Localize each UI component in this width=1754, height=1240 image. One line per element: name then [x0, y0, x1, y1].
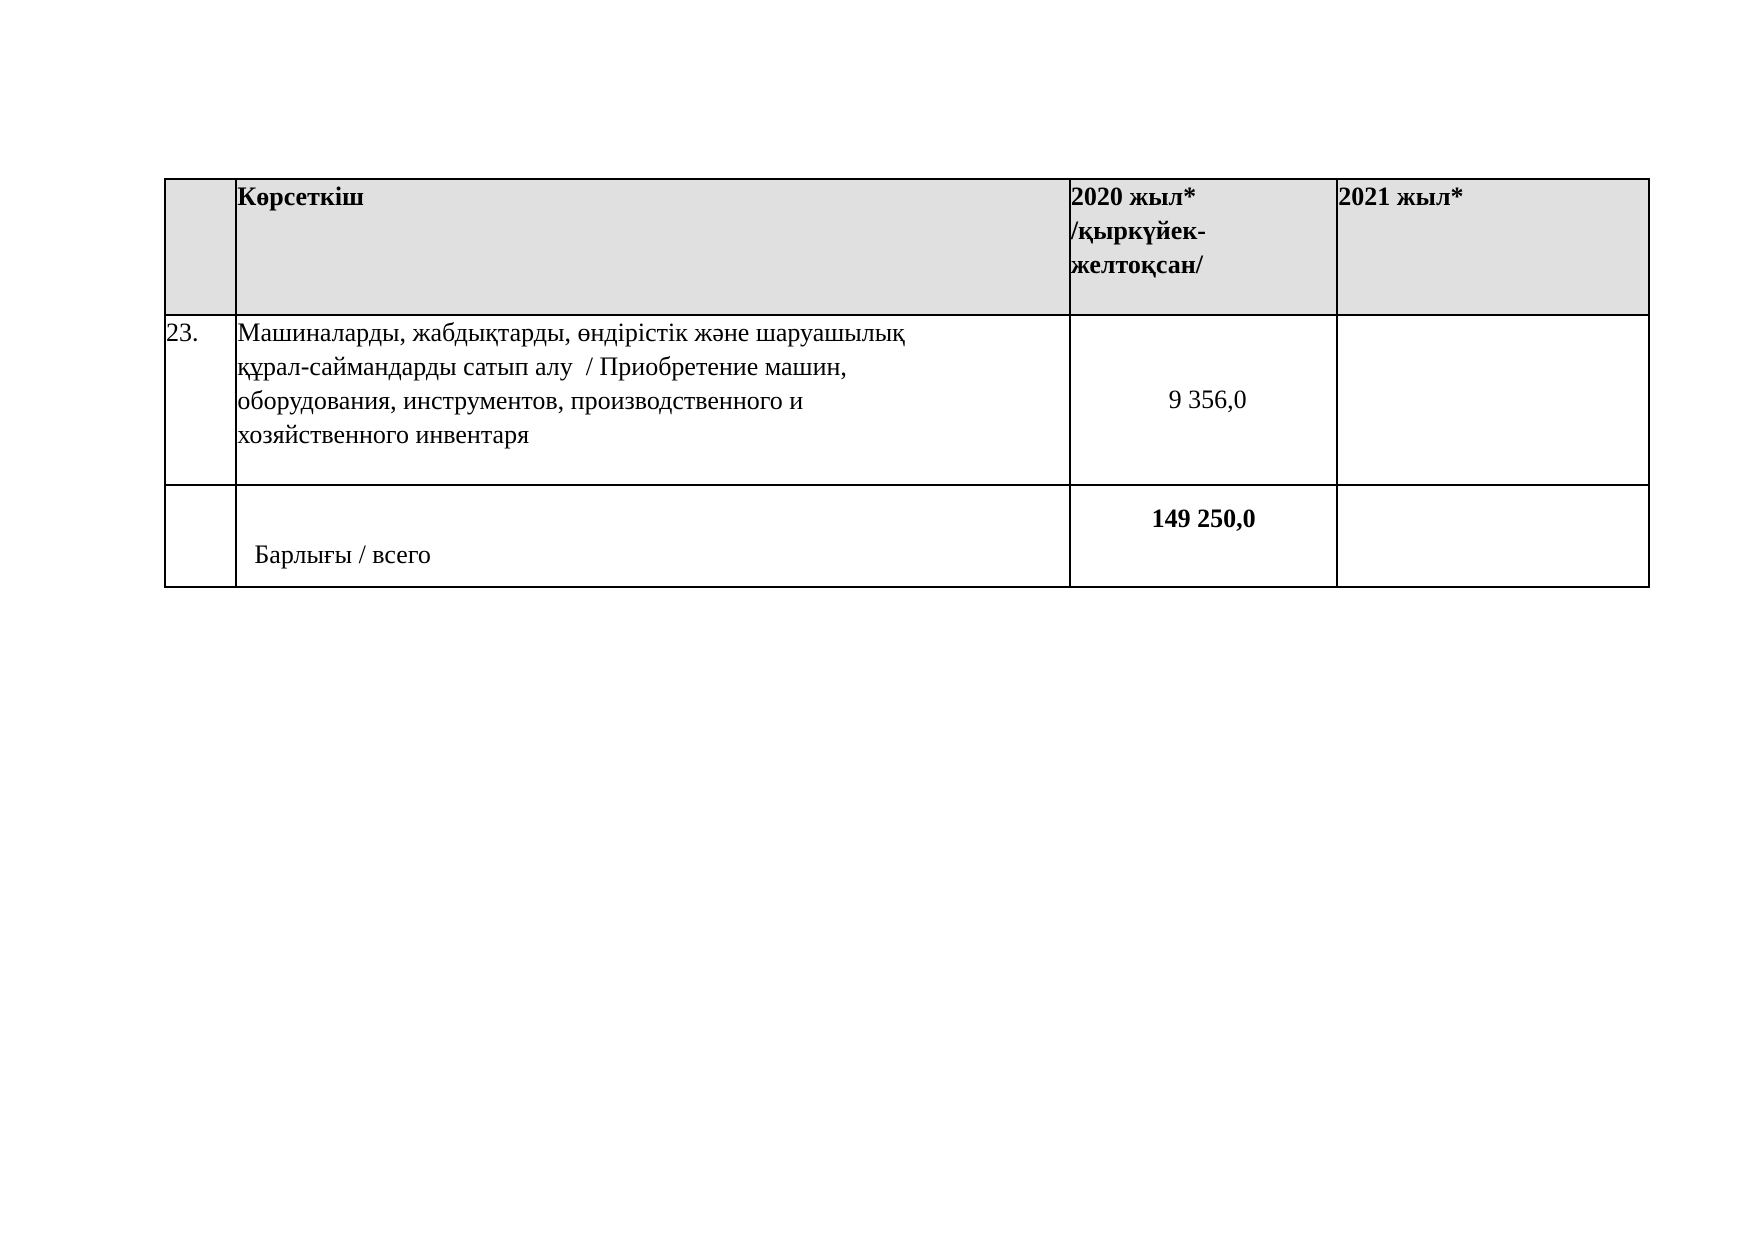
row-value-2021-cell	[1337, 315, 1649, 485]
total-value-2021-cell	[1337, 485, 1649, 587]
header-2020-cell	[1070, 179, 1337, 315]
row-indicator-line3: оборудования, инструментов, производственного и	[237, 386, 804, 415]
total-value-2020-cell: 149 250,0	[1070, 485, 1337, 587]
total-row	[165, 485, 1649, 587]
row-indicator-line4: хозяйственного инвентаря	[237, 420, 530, 449]
header-indicator-cell: Көрсеткіш	[236, 179, 1069, 315]
total-number-cell	[165, 485, 236, 587]
header-2020-line3: желтоқсан/	[1070, 250, 1203, 279]
table-row	[165, 315, 1649, 485]
total-label-cell: Барлығы / всего	[236, 485, 1069, 587]
row-indicator-cell	[236, 315, 1069, 485]
row-value-2020-cell	[1070, 315, 1337, 485]
row-indicator-line2: құрал-саймандарды сатып алу / Приобретение машин,	[237, 352, 847, 381]
header-2020-line1: 2020 жыл*	[1070, 182, 1197, 211]
row-number-cell: 23.	[165, 315, 236, 485]
row-indicator-line1: Машиналарды, жабдықтарды, өндірістік және шаруашылық	[237, 318, 905, 347]
header-num-cell	[165, 179, 236, 315]
header-2021-cell: 2021 жыл*	[1337, 179, 1649, 315]
table-header-row	[165, 179, 1649, 315]
row-value-2020: 9 356,0	[1168, 385, 1247, 414]
indicator-table	[164, 178, 1650, 588]
header-2020-line2: /қыркүйек-	[1070, 216, 1206, 245]
